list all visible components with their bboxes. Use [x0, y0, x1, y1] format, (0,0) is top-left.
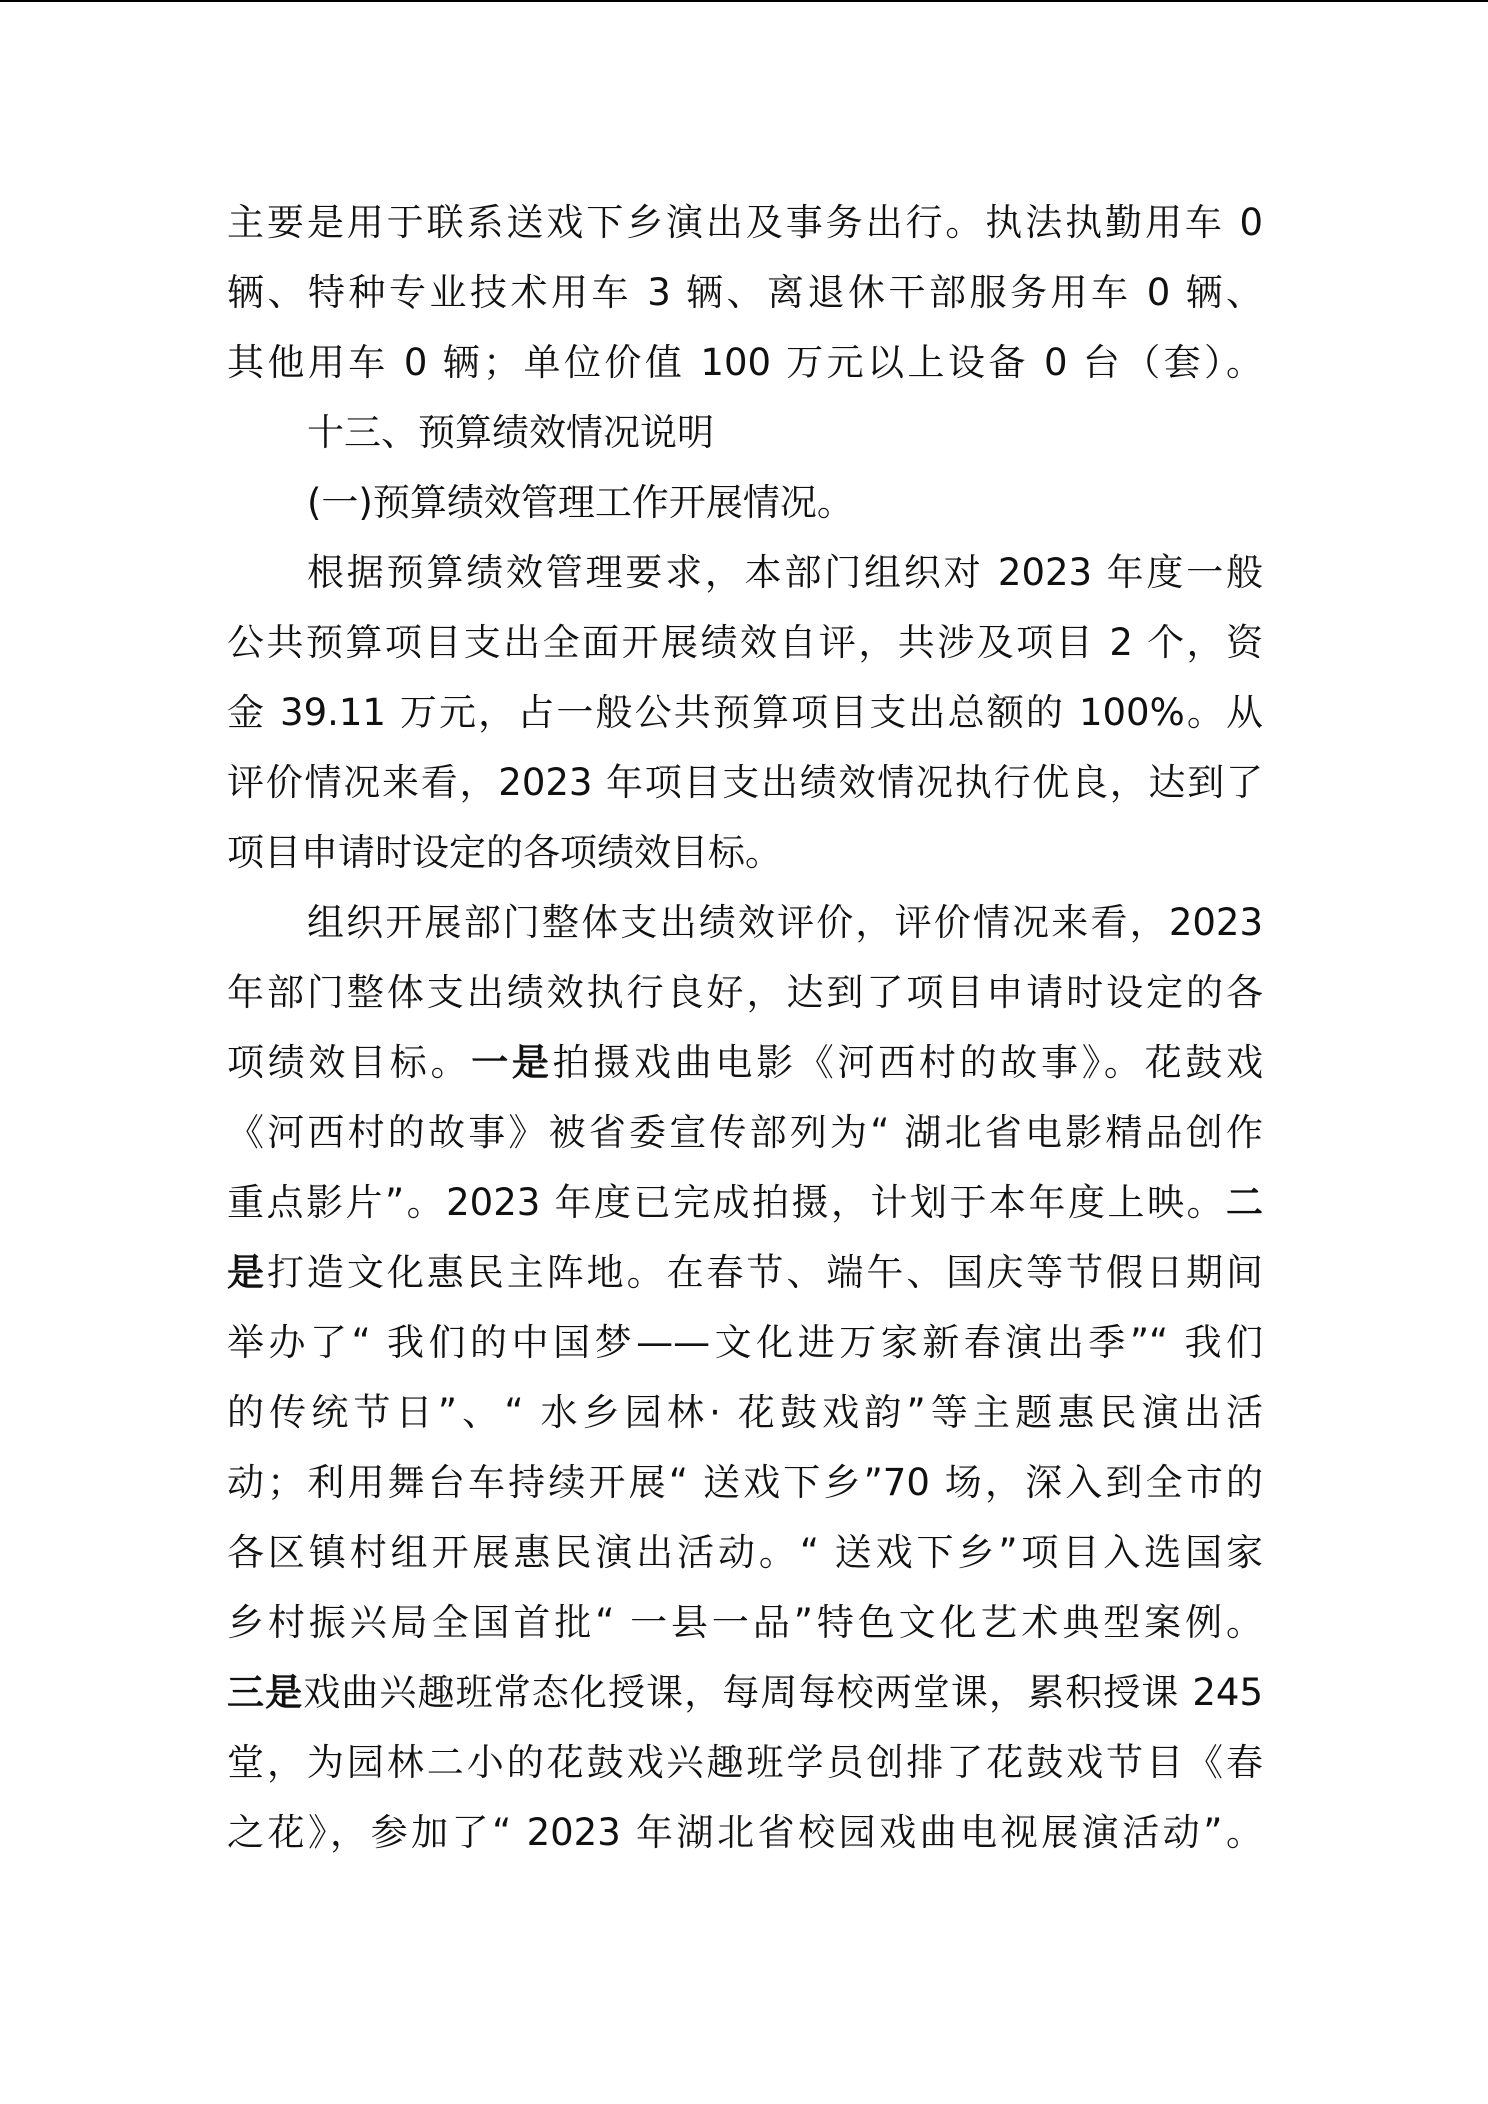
- text-line: [227, 538, 1263, 608]
- text-segment: 各区镇村组开展惠民演出活动。“ 送戏下乡”项目入选国家: [227, 1531, 1263, 1574]
- text-segment: 金 39.11 万元，占一般公共预算项目支出总额的 100%。从: [227, 691, 1263, 734]
- text-segment: 打造文化惠民主阵地。在春节、端午、国庆等节假日期间: [266, 1251, 1264, 1294]
- text-segment: 拍摄戏曲电影《河西村的故事》。花鼓戏: [552, 1041, 1264, 1084]
- text-line: [227, 1658, 1263, 1728]
- text-line: [227, 958, 1263, 1028]
- text-segment: 动；利用舞台车持续开展“ 送戏下乡”70 场，深入到全市的: [227, 1461, 1263, 1504]
- text-line: [227, 1798, 1263, 1868]
- text-line: [227, 1098, 1263, 1168]
- text-segment: 重点影片”。2023 年度已完成拍摄，计划于本年度上映。: [227, 1181, 1226, 1224]
- text-segment: 根据预算绩效管理要求，本部门组织对 2023 年度一般: [307, 551, 1263, 594]
- text-line: [227, 188, 1263, 258]
- text-segment: 堂，为园林二小的花鼓戏兴趣班学员创排了花鼓戏节目《春: [227, 1741, 1263, 1784]
- text-segment: 其他用车 0 辆；单位价值 100 万元以上设备 0 台（套）。: [227, 341, 1263, 384]
- text-line: [227, 1238, 1263, 1308]
- text-line: [227, 1028, 1263, 1098]
- text-segment: 项目申请时设定的各项绩效目标。: [227, 831, 782, 874]
- text-segment: 主要是用于联系送戏下乡演出及事务出行。执法执勤用车 0: [227, 201, 1263, 244]
- text-line: [227, 398, 1263, 468]
- text-segment: (一)预算绩效管理工作开展情况。: [307, 481, 854, 524]
- text-line: [227, 748, 1263, 818]
- text-line: [227, 1588, 1263, 1658]
- text-segment: 辆、特种专业技术用车 3 辆、离退休干部服务用车 0 辆、: [227, 271, 1263, 314]
- bold-label: 是: [227, 1251, 267, 1294]
- text-line: [227, 1518, 1263, 1588]
- page-top-border: [0, 0, 1488, 2]
- text-segment: 乡村振兴局全国首批“ 一县一品”特色文化艺术典型案例。: [227, 1601, 1263, 1644]
- text-line: [227, 818, 1263, 888]
- text-segment: 公共预算项目支出全面开展绩效自评，共涉及项目 2 个，资: [227, 621, 1263, 664]
- text-line: [227, 468, 1263, 538]
- text-line: [227, 1448, 1263, 1518]
- text-line: [227, 678, 1263, 748]
- document-page: [227, 188, 1263, 1868]
- text-line: [227, 1378, 1263, 1448]
- text-segment: 的传统节日”、“ 水乡园林· 花鼓戏韵”等主题惠民演出活: [227, 1391, 1263, 1434]
- bold-label: 二: [1226, 1181, 1263, 1224]
- text-segment: 举办了“ 我们的中国梦——文化进万家新春演出季”“ 我们: [227, 1321, 1263, 1364]
- text-segment: 《河西村的故事》被省委宣传部列为“ 湖北省电影精品创作: [227, 1111, 1263, 1154]
- text-segment: 之花》，参加了“ 2023 年湖北省校园戏曲电视展演活动”。: [227, 1811, 1263, 1854]
- text-line: [227, 888, 1263, 958]
- bold-label: 三是: [227, 1671, 304, 1714]
- bold-label: 一是: [471, 1041, 553, 1084]
- text-line: [227, 1728, 1263, 1798]
- text-line: [227, 1308, 1263, 1378]
- text-segment: 组织开展部门整体支出绩效评价，评价情况来看，2023: [307, 901, 1263, 944]
- text-line: [227, 258, 1263, 328]
- text-segment: 评价情况来看，2023 年项目支出绩效情况执行优良，达到了: [227, 761, 1263, 804]
- text-segment: 戏曲兴趣班常态化授课，每周每校两堂课，累积授课 245: [303, 1671, 1263, 1714]
- text-line: [227, 1168, 1263, 1238]
- text-line: [227, 328, 1263, 398]
- text-segment: 十三、预算绩效情况说明: [307, 411, 714, 454]
- text-segment: 项绩效目标。: [227, 1041, 472, 1084]
- text-segment: 年部门整体支出绩效执行良好，达到了项目申请时设定的各: [227, 971, 1263, 1014]
- text-line: [227, 608, 1263, 678]
